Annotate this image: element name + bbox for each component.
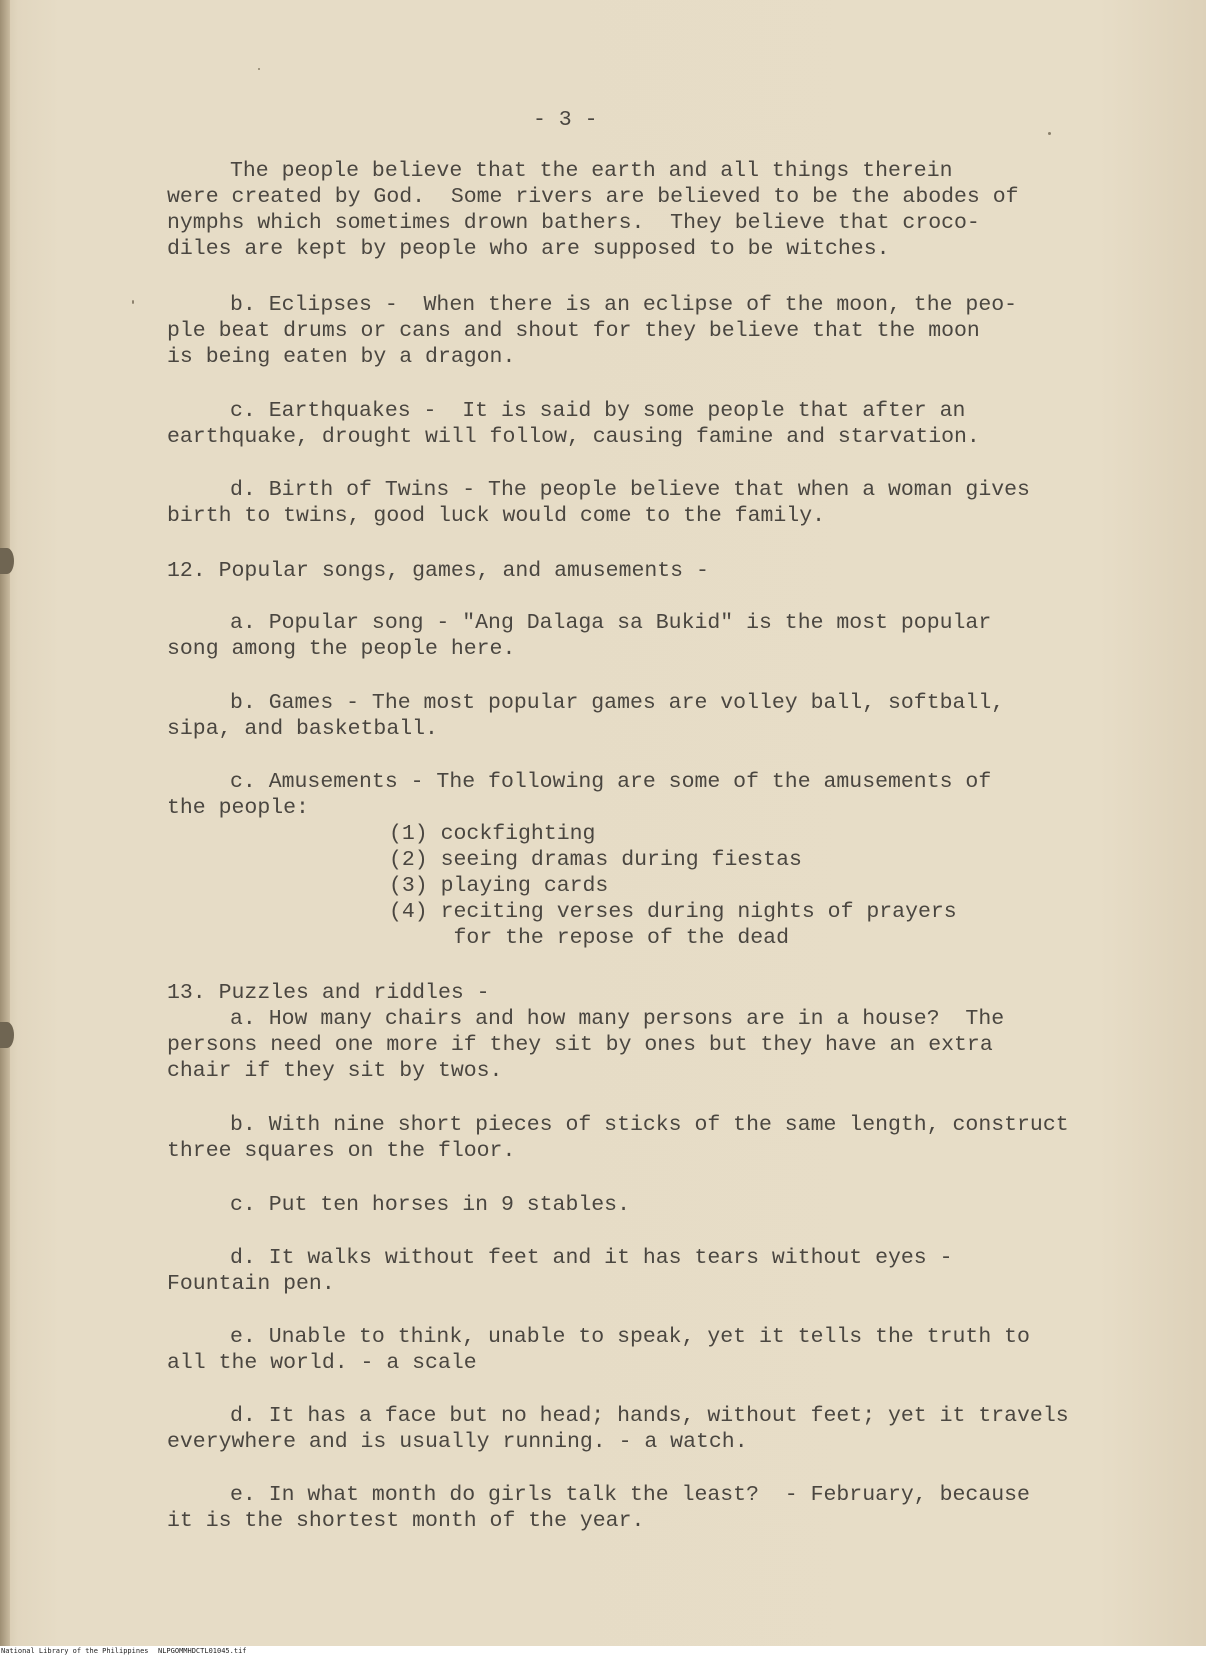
binding-edge [0, 0, 10, 1646]
riddle-a [167, 1006, 1107, 1084]
text-line: d. It has a face but no head; hands, without feet; yet it travels [230, 1404, 1069, 1428]
riddle-b [167, 1112, 1107, 1164]
binding-ring-icon [0, 548, 14, 574]
text-line: is being eaten by a dragon. [167, 345, 516, 369]
amusements-paragraph [167, 769, 1107, 821]
section-heading: 12. Popular songs, games, and amusements - [167, 559, 709, 583]
list-item: (2) seeing dramas during fiestas [389, 848, 802, 872]
list-item: for the repose of the dead [389, 926, 789, 950]
text-line: b. Eclipses - When there is an eclipse of the moon, the peo- [230, 293, 1018, 317]
intro-paragraph [167, 158, 1107, 262]
text-line: the people: [167, 796, 309, 820]
text-line: everywhere and is usually running. - a watch. [167, 1430, 748, 1454]
text-line: e. In what month do girls talk the least? - February, because [230, 1483, 1030, 1507]
section-13-heading [167, 980, 1107, 1006]
paper-speck [258, 68, 260, 70]
riddle-watch [167, 1403, 1107, 1455]
text-line: c. Earthquakes - It is said by some people that after an [230, 399, 966, 423]
text-line: were created by God. Some rivers are believed to be the abodes of [167, 185, 1019, 209]
library-credit: National Library of the Philippines [1, 1647, 149, 1655]
section-12-heading [167, 558, 1107, 584]
section-heading: 13. Puzzles and riddles - [167, 981, 490, 1005]
text-line: d. Birth of Twins - The people believe that when a woman gives [230, 478, 1030, 502]
text-line: c. Amusements - The following are some of the amusements of [230, 770, 992, 794]
text-line: a. How many chairs and how many persons are in a house? The [230, 1007, 1005, 1031]
text-line: a. Popular song - "Ang Dalaga sa Bukid" is the most popular [230, 611, 992, 635]
text-line: diles are kept by people who are supposed to be witches. [167, 237, 890, 261]
scan-footer [0, 1646, 1206, 1658]
paper-speck [1048, 132, 1051, 135]
twins-paragraph [167, 477, 1107, 529]
games-paragraph [167, 690, 1107, 742]
text-line: three squares on the floor. [167, 1139, 516, 1163]
riddle-e [167, 1324, 1107, 1376]
text-line: earthquake, drought will follow, causing famine and starvation. [167, 425, 980, 449]
riddle-d [167, 1245, 1107, 1297]
page-number: - 3 - [533, 108, 598, 132]
text-line: b. With nine short pieces of sticks of the same length, construct [230, 1113, 1069, 1137]
text-line: ple beat drums or cans and shout for they believe that the moon [167, 319, 980, 343]
text-line: persons need one more if they sit by ones but they have an extra [167, 1033, 993, 1057]
text-line: song among the people here. [167, 637, 516, 661]
binding-ring-icon [0, 1022, 14, 1048]
riddle-c [167, 1192, 1107, 1218]
riddle-month [167, 1482, 1107, 1534]
earthquakes-paragraph [167, 398, 1107, 450]
text-line: d. It walks without feet and it has tears without eyes - [230, 1246, 953, 1270]
popular-song-paragraph [167, 610, 1107, 662]
text-line: The people believe that the earth and all things therein [230, 159, 953, 183]
text-line: c. Put ten horses in 9 stables. [230, 1193, 630, 1217]
text-line: sipa, and basketball. [167, 717, 438, 741]
list-item: (1) cockfighting [389, 822, 596, 846]
list-item: (3) playing cards [389, 874, 609, 898]
text-line: nymphs which sometimes drown bathers. They believe that croco- [167, 211, 980, 235]
eclipses-paragraph [167, 292, 1107, 370]
text-line: birth to twins, good luck would come to the family. [167, 504, 826, 528]
text-line: all the world. - a scale [167, 1351, 477, 1375]
list-item: (4) reciting verses during nights of prayers [389, 900, 957, 924]
paper-speck [132, 300, 134, 304]
amusement-list [389, 821, 957, 951]
text-line: it is the shortest month of the year. [167, 1509, 645, 1533]
text-line: e. Unable to think, unable to speak, yet it tells the truth to [230, 1325, 1030, 1349]
file-name: NLPGOMMHDCTL01045.tif [158, 1647, 247, 1655]
text-line: Fountain pen. [167, 1272, 335, 1296]
text-line: b. Games - The most popular games are volley ball, softball, [230, 691, 1005, 715]
text-line: chair if they sit by twos. [167, 1059, 503, 1083]
